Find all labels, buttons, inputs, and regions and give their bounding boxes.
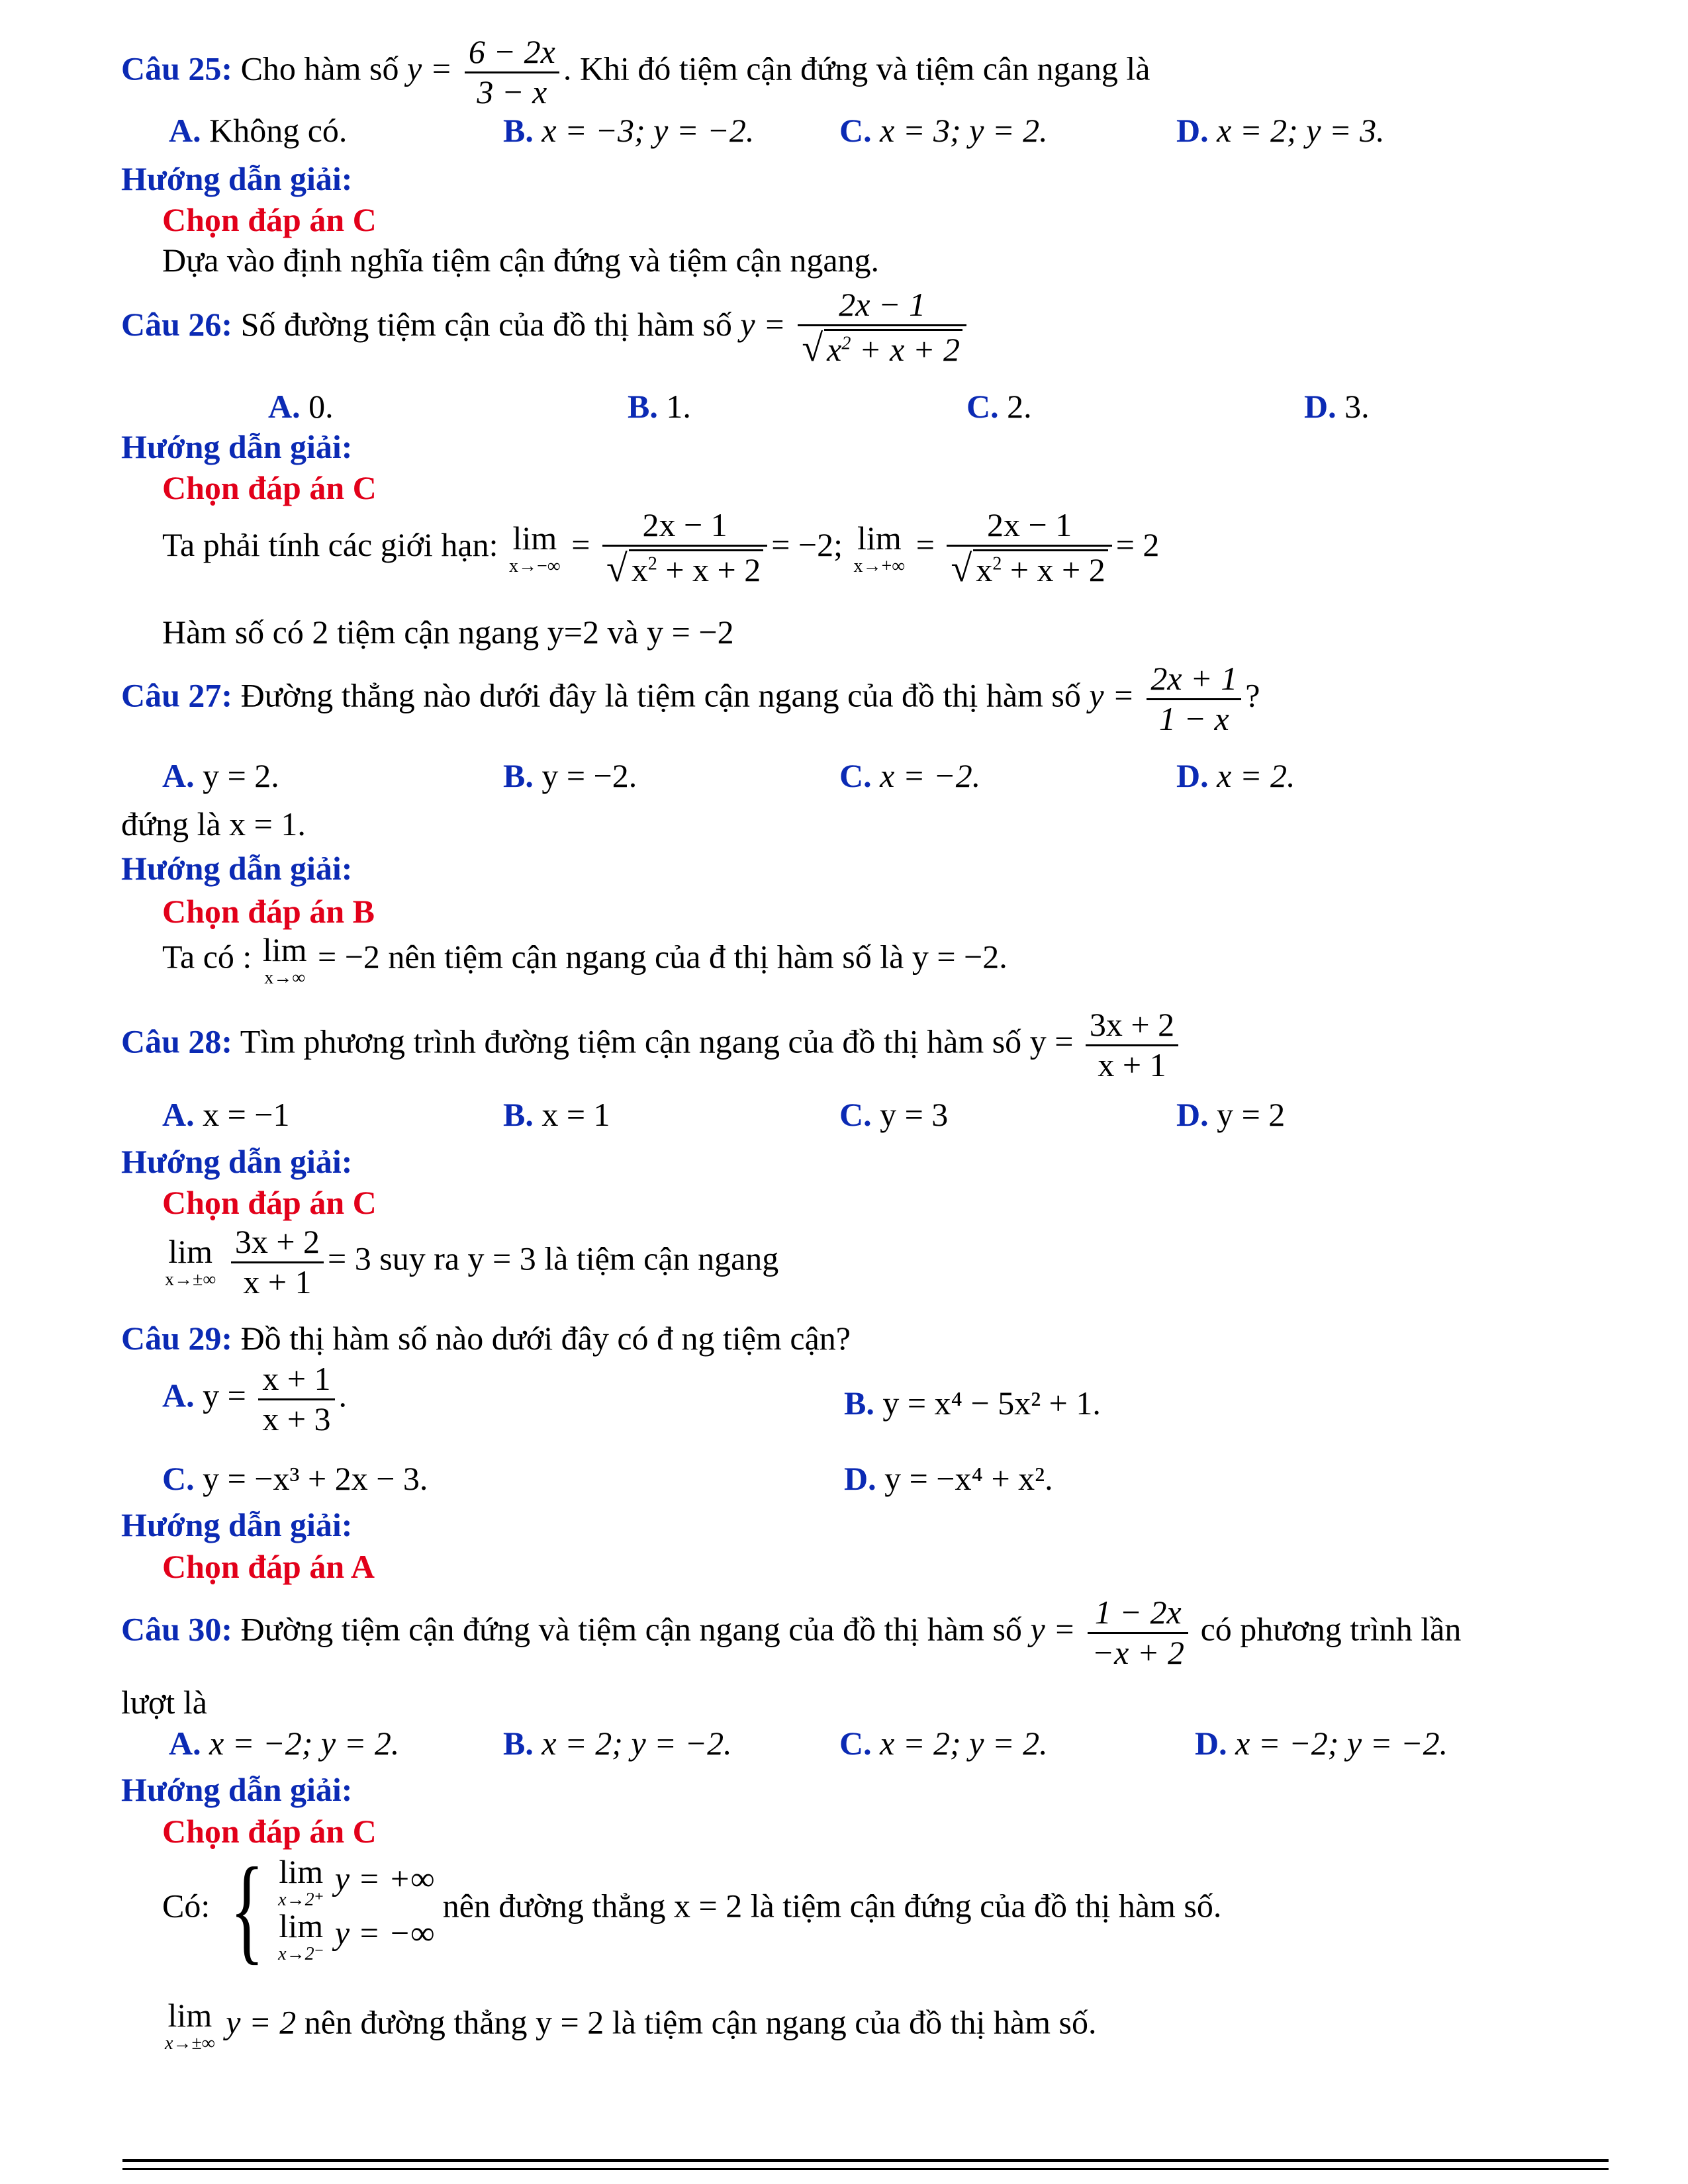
option-text: 0. xyxy=(308,388,334,425)
numerator: 3x + 2 xyxy=(1086,1006,1178,1046)
option-letter: B. xyxy=(628,388,658,425)
limit xyxy=(165,1235,216,1289)
limit-pos-inf xyxy=(853,519,906,576)
question-text: Đường tiệm cận đứng và tiệm cận ngang của đồ thị hàm số xyxy=(240,1610,1022,1648)
numerator: 2x − 1 xyxy=(602,506,767,547)
lim-subscript: x→∞ xyxy=(264,968,306,988)
limit-fraction xyxy=(602,506,767,590)
question-text: Đường thẳng nào dưới đây là tiệm cận ngang của đồ thị hàm số xyxy=(240,676,1081,714)
limit-result: = 2 xyxy=(1115,526,1160,564)
chosen-answer: Chọn đáp án A xyxy=(162,1548,375,1585)
chosen-answer: Chọn đáp án B xyxy=(162,893,375,930)
explanation-suffix: nên đường thẳng x = 2 là tiệm cận đứng của đồ thị hàm số. xyxy=(442,1887,1222,1925)
option-text: y = 2 xyxy=(1217,1096,1286,1133)
option-letter: B. xyxy=(503,757,534,794)
option-d[interactable] xyxy=(1176,758,1295,794)
option-text: y = 3 xyxy=(880,1096,949,1133)
option-d[interactable] xyxy=(1195,1725,1448,1762)
explanation-prefix: Có: xyxy=(162,1887,211,1925)
question-label: Câu 28: xyxy=(121,1023,233,1060)
option-text: y = −2. xyxy=(541,757,637,794)
radicand-base: x xyxy=(631,551,648,588)
explanation: Dựa vào định nghĩa tiệm cận đứng và tiệm cận ngang. xyxy=(162,242,880,279)
option-b[interactable] xyxy=(503,1097,610,1133)
radicand-base: x xyxy=(976,551,993,588)
question-26-stem xyxy=(121,286,970,370)
option-letter: C. xyxy=(839,1725,872,1762)
lim-subscript: x→2⁻ xyxy=(278,1944,324,1964)
solution-heading: Hướng dẫn giải: xyxy=(121,428,353,465)
option-text: 3. xyxy=(1344,388,1370,425)
limit xyxy=(165,1999,215,2053)
option-letter: C. xyxy=(839,1096,872,1133)
question-text: Đồ thị hàm số nào dưới đây có đ ng tiệm cận? xyxy=(240,1320,851,1357)
function-fraction xyxy=(1088,1594,1188,1672)
option-text: x = 3; y = 2. xyxy=(880,112,1048,149)
option-letter: C. xyxy=(839,757,872,794)
denominator: x + 1 xyxy=(243,1263,312,1300)
explanation xyxy=(162,1223,778,1301)
option-letter: C. xyxy=(966,388,999,425)
option-text: x = 1 xyxy=(541,1096,610,1133)
option-text: 1. xyxy=(666,388,691,425)
option-text: y = −x⁴ + x². xyxy=(884,1460,1053,1497)
option-a[interactable] xyxy=(268,388,334,425)
option-c[interactable] xyxy=(839,1097,948,1133)
exponent: 2 xyxy=(841,332,851,353)
option-letter: A. xyxy=(169,1725,201,1762)
explanation-prefix: Ta phải tính các giới hạn: xyxy=(162,526,498,564)
option-b[interactable] xyxy=(844,1385,1101,1422)
lim-word: lim xyxy=(262,931,307,968)
option-text: x = 2; y = 2. xyxy=(880,1725,1048,1762)
option-a[interactable] xyxy=(169,1725,399,1762)
option-letter: B. xyxy=(503,112,534,149)
explanation-limits: Ta phải tính các giới hạn: lim x→−∞ = $\frac{2x - 1}{√ x^2 + x + 2}$ = −2; lim x→+∞ = $\frac{2x - 1}{√ x^2 + x + 2}$ = 2 xyxy=(162,506,1160,590)
option-d[interactable] xyxy=(1176,113,1385,149)
question-28-stem xyxy=(121,1006,1182,1084)
sqrt-icon: √ xyxy=(802,326,823,369)
sqrt-icon: √ xyxy=(606,546,628,590)
function-fraction xyxy=(1086,1006,1178,1084)
option-text: 2. xyxy=(1007,388,1032,425)
radicand xyxy=(973,549,1107,590)
option-letter: B. xyxy=(844,1385,874,1422)
option-fraction xyxy=(258,1360,334,1438)
option-letter: B. xyxy=(503,1096,534,1133)
function-lhs: y = xyxy=(1030,1610,1076,1648)
function-fraction xyxy=(798,286,966,370)
lim-word: lim xyxy=(167,1997,212,2034)
limit-result: y = 2 xyxy=(226,2003,297,2041)
conclusion: Hàm số có 2 tiệm cận ngang y=2 và y = −2 xyxy=(162,614,734,651)
option-letter: B. xyxy=(503,1725,534,1762)
question-text-after: . Khi đó tiệm cận đứng và tiệm cân ngang là xyxy=(563,50,1150,87)
limit-result: y = +∞ xyxy=(334,1860,435,1897)
question-label: Câu 29: xyxy=(121,1320,233,1357)
explanation-suffix: nên đường thẳng y = 2 là tiệm cận ngang của đồ thị hàm số. xyxy=(304,2003,1097,2041)
radicand-rest: + x + 2 xyxy=(657,551,761,588)
radicand xyxy=(629,549,763,590)
lim-subscript: x→±∞ xyxy=(165,1269,216,1290)
question-25-stem xyxy=(121,33,1150,111)
lim-subscript: x→±∞ xyxy=(165,2033,215,2054)
option-a[interactable] xyxy=(162,1360,347,1438)
option-c[interactable] xyxy=(839,1725,1048,1762)
radicand-rest: + x + 2 xyxy=(851,330,961,368)
limit-row xyxy=(275,1909,434,1964)
explanation-horizontal xyxy=(162,1999,1096,2053)
limit-result: y = −∞ xyxy=(334,1914,435,1952)
option-letter: C. xyxy=(162,1460,195,1497)
option-text: x = −3; y = −2. xyxy=(541,112,755,149)
denominator xyxy=(602,547,767,591)
numerator: 6 − 2x xyxy=(465,33,559,73)
footer-rule xyxy=(122,2159,1609,2162)
lim-word: lim xyxy=(279,1853,324,1890)
option-a[interactable] xyxy=(169,113,347,149)
option-text: y = x⁴ − 5x² + 1. xyxy=(882,1385,1101,1422)
option-text: x = −1 xyxy=(203,1096,290,1133)
lim-word: lim xyxy=(279,1907,324,1944)
option-text: x = 2; y = 3. xyxy=(1217,112,1385,149)
limit-row xyxy=(275,1855,434,1909)
option-c[interactable] xyxy=(839,113,1048,149)
option-letter: A. xyxy=(169,112,201,149)
question-label: Câu 30: xyxy=(121,1610,233,1648)
explanation-system xyxy=(162,1843,1222,1975)
option-text: y = −x³ + 2x − 3. xyxy=(203,1460,428,1497)
limit xyxy=(278,1855,324,1909)
option-letter: A. xyxy=(162,757,195,794)
question-label: Câu 25: xyxy=(121,50,233,87)
option-d[interactable] xyxy=(1304,388,1370,425)
function-fraction xyxy=(465,33,559,111)
function-lhs: y = xyxy=(406,50,453,87)
option-c[interactable] xyxy=(839,758,980,794)
numerator: 3x + 2 xyxy=(231,1223,324,1263)
chosen-answer: Chọn đáp án C xyxy=(162,1813,377,1850)
solution-heading: Hướng dẫn giải: xyxy=(121,1771,353,1808)
option-letter: D. xyxy=(844,1460,876,1497)
option-text: x = −2; y = −2. xyxy=(1235,1725,1448,1762)
option-b[interactable] xyxy=(503,758,637,794)
question-text: Tìm phương trình đường tiệm cận ngang của đồ thị hàm số xyxy=(240,1023,1022,1060)
option-d[interactable] xyxy=(844,1461,1053,1497)
numerator: x + 1 xyxy=(258,1360,334,1400)
limit xyxy=(263,933,307,987)
numerator: 2x − 1 xyxy=(947,506,1111,547)
explanation-prefix: Ta có : xyxy=(162,938,252,976)
limit-result: = −2; xyxy=(771,526,843,564)
limit-result: = −2 xyxy=(318,938,380,976)
option-a[interactable] xyxy=(162,1097,290,1133)
denominator: x + 3 xyxy=(262,1400,331,1437)
question-27-stem xyxy=(121,660,1260,738)
option-text: x = −2. xyxy=(880,757,981,794)
sqrt-icon: √ xyxy=(951,546,972,590)
limit xyxy=(278,1909,324,1964)
lim-subscript: x→+∞ xyxy=(853,555,906,576)
option-letter: D. xyxy=(1195,1725,1227,1762)
option-a[interactable] xyxy=(162,758,279,794)
option-c[interactable] xyxy=(966,388,1032,425)
lim-subscript: x→2⁺ xyxy=(278,1889,324,1910)
stray-text: đứng là x = 1. xyxy=(121,805,306,842)
chosen-answer: Chọn đáp án C xyxy=(162,1184,377,1221)
question-29-stem xyxy=(121,1320,851,1357)
limit-result: = 3 xyxy=(328,1240,371,1277)
function-fraction xyxy=(1147,660,1241,738)
option-letter: D. xyxy=(1304,388,1336,425)
lim-word: lim xyxy=(857,519,902,557)
option-b[interactable] xyxy=(628,388,691,425)
question-text: Cho hàm số xyxy=(240,50,399,87)
radicand-base: x xyxy=(827,330,842,368)
numerator: 2x − 1 xyxy=(798,286,966,326)
question-label: Câu 27: xyxy=(121,676,233,714)
denominator xyxy=(798,326,966,371)
option-text: y = 2. xyxy=(203,757,279,794)
option-end: . xyxy=(338,1377,348,1414)
denominator: 1 − x xyxy=(1158,700,1229,737)
option-letter: D. xyxy=(1176,757,1209,794)
limit-fraction xyxy=(231,1223,324,1301)
numerator: 2x + 1 xyxy=(1147,660,1241,700)
limit-neg-inf xyxy=(509,519,561,576)
function-lhs: y = xyxy=(1089,676,1135,714)
denominator: x + 1 xyxy=(1098,1046,1166,1083)
limit-system xyxy=(275,1855,434,1964)
option-text: x = 2. xyxy=(1217,757,1295,794)
chosen-answer: Chọn đáp án C xyxy=(162,469,377,506)
exponent: 2 xyxy=(647,553,657,574)
option-letter: A. xyxy=(268,388,301,425)
option-b[interactable] xyxy=(503,1725,732,1762)
solution-heading: Hướng dẫn giải: xyxy=(121,850,353,887)
question-text: Số đường tiệm cận của đồ thị hàm số xyxy=(240,306,732,343)
option-text: Không có. xyxy=(209,112,348,149)
option-text: x = −2; y = 2. xyxy=(209,1725,400,1762)
footer-rule xyxy=(122,2168,1609,2170)
denominator: 3 − x xyxy=(477,73,547,111)
option-c[interactable] xyxy=(162,1461,428,1497)
explanation xyxy=(162,933,1008,987)
question-text-after: có phương trình lần xyxy=(1200,1610,1462,1648)
explanation-suffix: suy ra y = 3 là tiệm cận ngang xyxy=(379,1240,779,1277)
radicand-rest: + x + 2 xyxy=(1002,551,1105,588)
option-letter: D. xyxy=(1176,112,1209,149)
lim-word: lim xyxy=(168,1233,212,1270)
lim-word: lim xyxy=(512,519,557,557)
solution-heading: Hướng dẫn giải: xyxy=(121,1143,353,1180)
option-b[interactable] xyxy=(503,113,754,149)
question-mark: ? xyxy=(1245,676,1260,714)
option-letter: A. xyxy=(162,1096,195,1133)
explanation-suffix: nên tiệm cận ngang của đ thị hàm số là y = −2. xyxy=(388,938,1008,976)
option-text: x = 2; y = −2. xyxy=(541,1725,732,1762)
question-30-stem xyxy=(121,1594,1461,1672)
lim-subscript: x→−∞ xyxy=(509,555,561,576)
question-text-cont: lượt là xyxy=(121,1684,207,1721)
solution-heading: Hướng dẫn giải: xyxy=(121,160,353,197)
chosen-answer: Chọn đáp án C xyxy=(162,201,377,238)
question-label: Câu 26: xyxy=(121,306,233,343)
numerator: 1 − 2x xyxy=(1088,1594,1188,1634)
option-letter: A. xyxy=(162,1377,195,1414)
denominator xyxy=(947,547,1111,591)
option-d[interactable] xyxy=(1176,1097,1285,1133)
exponent: 2 xyxy=(992,553,1002,574)
option-letter: C. xyxy=(839,112,872,149)
function-lhs: y = xyxy=(740,306,786,343)
radicand xyxy=(824,329,962,369)
option-letter: D. xyxy=(1176,1096,1209,1133)
function-lhs: y = xyxy=(1029,1023,1074,1060)
limit-fraction xyxy=(947,506,1111,590)
option-lhs: y = xyxy=(203,1377,246,1414)
denominator: −x + 2 xyxy=(1092,1633,1185,1671)
solution-heading: Hướng dẫn giải: xyxy=(121,1506,353,1543)
left-brace-icon: { xyxy=(230,1843,264,1975)
